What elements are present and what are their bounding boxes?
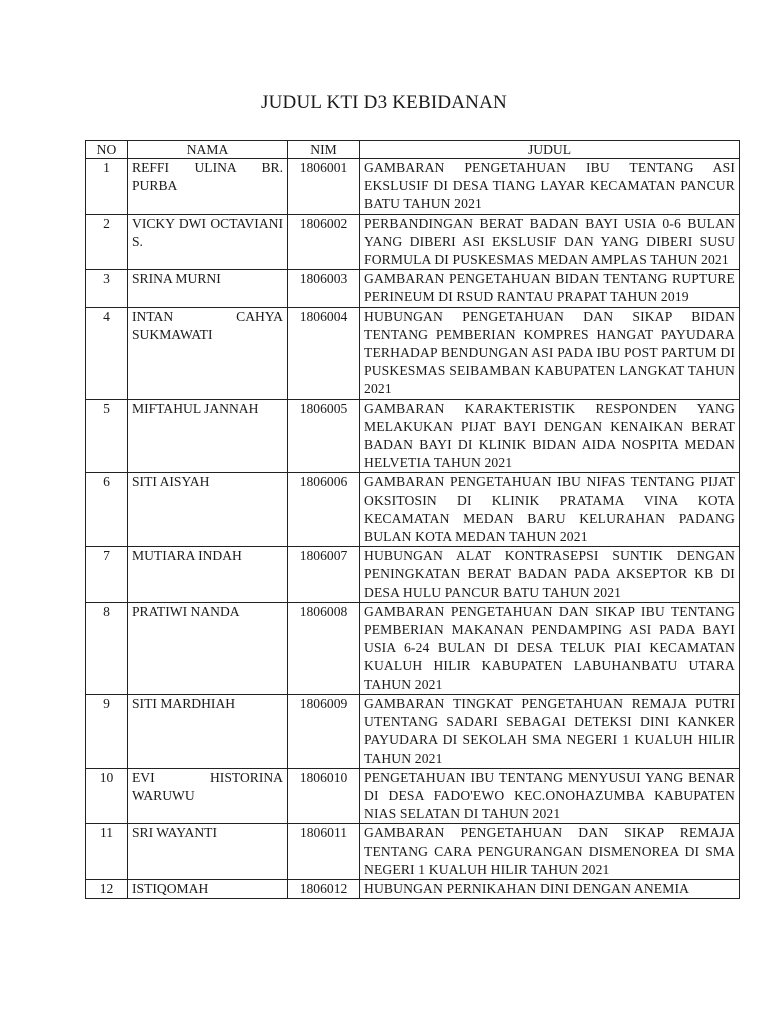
table-row [86, 270, 740, 307]
table-row [86, 399, 740, 473]
table-row [86, 694, 740, 768]
table-row [86, 159, 740, 215]
cell-judul: GAMBARAN TINGKAT PENGETAHUAN REMAJA PUTRI UTENTANG SADARI SEBAGAI DETEKSI DINI KANKER PAYUDARA DI SEKOLAH SMA NEGERI 1 KUALUH HILIR TAHUN 2021 [360, 694, 740, 768]
cell-judul: HUBUNGAN PERNIKAHAN DINI DENGAN ANEMIA [360, 879, 740, 898]
cell-judul: HUBUNGAN ALAT KONTRASEPSI SUNTIK DENGAN PENINGKATAN BERAT BADAN PADA AKSEPTOR KB DI DESA HULU PANCUR BATU TAHUN 2021 [360, 547, 740, 603]
cell-no: 3 [86, 270, 128, 307]
cell-nim: 1806008 [288, 602, 360, 694]
table-row [86, 547, 740, 603]
cell-judul: GAMBARAN PENGETAHUAN IBU TENTANG ASI EKSLUSIF DI DESA TIANG LAYAR KECAMATAN PANCUR BATU TAHUN 2021 [360, 159, 740, 215]
cell-nama: PRATIWI NANDA [128, 602, 288, 694]
cell-no: 4 [86, 307, 128, 399]
table-row [86, 307, 740, 399]
cell-no: 9 [86, 694, 128, 768]
cell-nama: ISTIQOMAH [128, 879, 288, 898]
table-row [86, 214, 740, 270]
page-title: JUDUL KTI D3 KEBIDANAN [261, 92, 507, 113]
cell-no: 5 [86, 399, 128, 473]
cell-nim: 1806002 [288, 214, 360, 270]
cell-nim: 1806009 [288, 694, 360, 768]
cell-nama: REFFI ULINA BR. PURBA [128, 159, 288, 215]
cell-nim: 1806004 [288, 307, 360, 399]
header-nim: NIM [288, 141, 360, 159]
cell-nim: 1806007 [288, 547, 360, 603]
cell-judul: HUBUNGAN PENGETAHUAN DAN SIKAP BIDAN TENTANG PEMBERIAN KOMPRES HANGAT PAYUDARA TERHADAP BENDUNGAN ASI PADA IBU POST PARTUM DI PUSKESMAS SEIBAMBAN KABUPATEN LANGKAT TAHUN 2021 [360, 307, 740, 399]
cell-judul: GAMBARAN KARAKTERISTIK RESPONDEN YANG MELAKUKAN PIJAT BAYI DENGAN KENAIKAN BERAT BADAN BAYI DI KLINIK BIDAN AIDA NOSPITA MEDAN HELVETIA TAHUN 2021 [360, 399, 740, 473]
cell-nama: MUTIARA INDAH [128, 547, 288, 603]
cell-nama: SITI AISYAH [128, 473, 288, 547]
cell-nim: 1806011 [288, 824, 360, 880]
cell-nim: 1806006 [288, 473, 360, 547]
cell-no: 1 [86, 159, 128, 215]
table-header-row [86, 141, 740, 159]
cell-no: 7 [86, 547, 128, 603]
cell-judul: PERBANDINGAN BERAT BADAN BAYI USIA 0-6 BULAN YANG DIBERI ASI EKSLUSIF DAN YANG DIBERI SUSU FORMULA DI PUSKESMAS MEDAN AMPLAS TAHUN 2021 [360, 214, 740, 270]
header-nama: NAMA [128, 141, 288, 159]
cell-no: 12 [86, 879, 128, 898]
cell-nama: MIFTAHUL JANNAH [128, 399, 288, 473]
table-row [86, 824, 740, 880]
cell-judul: GAMBARAN PENGETAHUAN BIDAN TENTANG RUPTURE PERINEUM DI RSUD RANTAU PRAPAT TAHUN 2019 [360, 270, 740, 307]
cell-nama: EVI HISTORINA WARUWU [128, 768, 288, 824]
table-row [86, 768, 740, 824]
table-row [86, 473, 740, 547]
cell-nama: SRI WAYANTI [128, 824, 288, 880]
cell-nama: SRINA MURNI [128, 270, 288, 307]
kti-table [85, 140, 740, 899]
header-judul: JUDUL [360, 141, 740, 159]
cell-nim: 1806003 [288, 270, 360, 307]
cell-judul: GAMBARAN PENGETAHUAN DAN SIKAP REMAJA TENTANG CARA PENGURANGAN DISMENOREA DI SMA NEGERI 1 KUALUH HILIR TAHUN 2021 [360, 824, 740, 880]
table-body [86, 159, 740, 899]
cell-no: 2 [86, 214, 128, 270]
cell-nim: 1806001 [288, 159, 360, 215]
cell-no: 8 [86, 602, 128, 694]
cell-judul: GAMBARAN PENGETAHUAN IBU NIFAS TENTANG PIJAT OKSITOSIN DI KLINIK PRATAMA VINA KOTA KECAMATAN MEDAN BARU KELURAHAN PADANG BULAN KOTA MEDAN TAHUN 2021 [360, 473, 740, 547]
table-row [86, 879, 740, 898]
cell-no: 6 [86, 473, 128, 547]
cell-nama: VICKY DWI OCTAVIANI S. [128, 214, 288, 270]
cell-nim: 1806005 [288, 399, 360, 473]
header-no: NO [86, 141, 128, 159]
cell-judul: PENGETAHUAN IBU TENTANG MENYUSUI YANG BENAR DI DESA FADO'EWO KEC.ONOHAZUMBA KABUPATEN NIAS SELATAN DI TAHUN 2021 [360, 768, 740, 824]
cell-no: 10 [86, 768, 128, 824]
cell-nim: 1806010 [288, 768, 360, 824]
cell-nama: INTAN CAHYA SUKMAWATI [128, 307, 288, 399]
table-row [86, 602, 740, 694]
cell-judul: GAMBARAN PENGETAHUAN DAN SIKAP IBU TENTANG PEMBERIAN MAKANAN PENDAMPING ASI PADA BAYI USIA 6-24 BULAN DI DESA TELUK PIAI KECAMATAN KUALUH HILIR KABUPATEN LABUHANBATU UTARA TAHUN 2021 [360, 602, 740, 694]
cell-no: 11 [86, 824, 128, 880]
cell-nama: SITI MARDHIAH [128, 694, 288, 768]
cell-nim: 1806012 [288, 879, 360, 898]
